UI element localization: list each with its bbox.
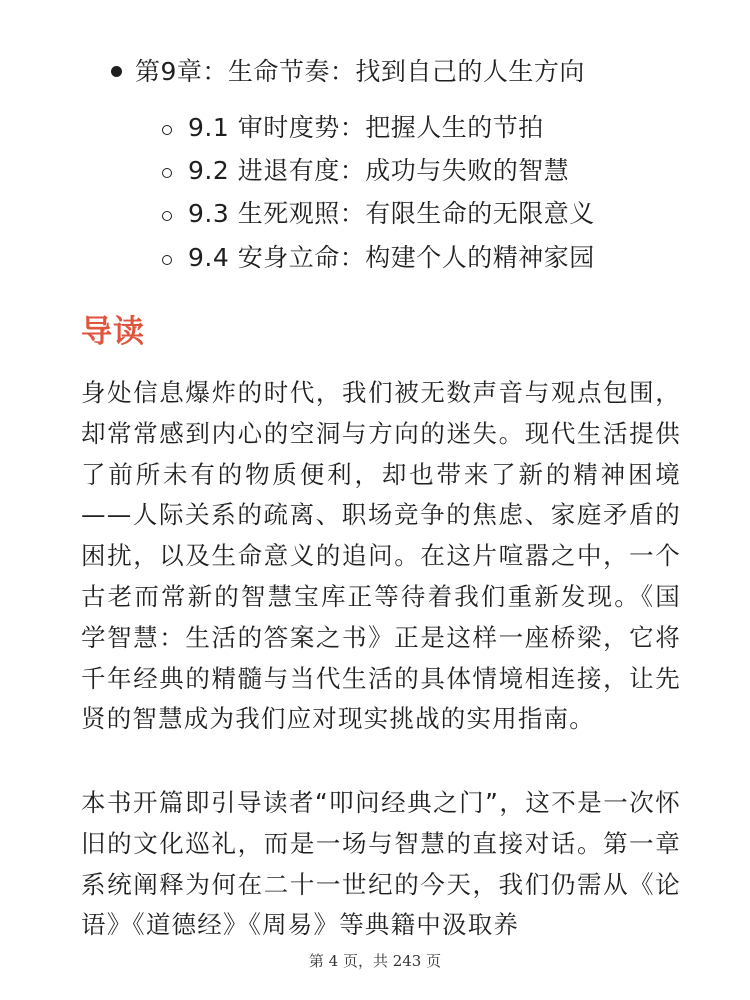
body-paragraph: 本书开篇即引导读者“叩问经典之门”，这不是一次怀旧的文化巡礼，而是一场与智慧的直接对话。第一章系统阐释为何在二十一世纪的今天，我们仍需从《论语》《道德经》《周易》等典籍中汲取养 (81, 788, 681, 940)
bullet-disc-icon (111, 66, 122, 77)
bullet-circle-icon (162, 255, 172, 265)
page-number-footer: 第 4 页，共 243 页 (308, 952, 442, 970)
toc-section-item: 9.2 进退有度：成功与失败的智慧 (188, 156, 570, 185)
toc-section-item: 9.1 审时度势：把握人生的节拍 (188, 113, 544, 142)
toc-section-item: 9.3 生死观照：有限生命的无限意义 (188, 199, 595, 228)
section-heading: 导读 (81, 314, 145, 350)
bullet-circle-icon (162, 168, 172, 178)
body-paragraph: 身处信息爆炸的时代，我们被无数声音与观点包围，却常常感到内心的空洞与方向的迷失。现代生活提供了前所未有的物质便利，却也带来了新的精神困境——人际关系的疏离、职场竞争的焦虑、家庭矛盾的困扰，以及生命意义的追问。在这片喧嚣之中，一个古老而常新的智慧宝库正等待着我们重新发现。《国学智慧：生活的答案之书》正是这样一座桥梁，它将千年经典的精髓与当代生活的具体情境相连接，让先贤的智慧成为我们应对现实挑战的实用指南。 (81, 378, 681, 734)
toc-section-item: 9.4 安身立命：构建个人的精神家园 (188, 243, 595, 272)
bullet-circle-icon (162, 125, 172, 135)
bullet-circle-icon (162, 211, 172, 221)
toc-chapter-item: 第9章：生命节奏：找到自己的人生方向 (135, 57, 585, 86)
